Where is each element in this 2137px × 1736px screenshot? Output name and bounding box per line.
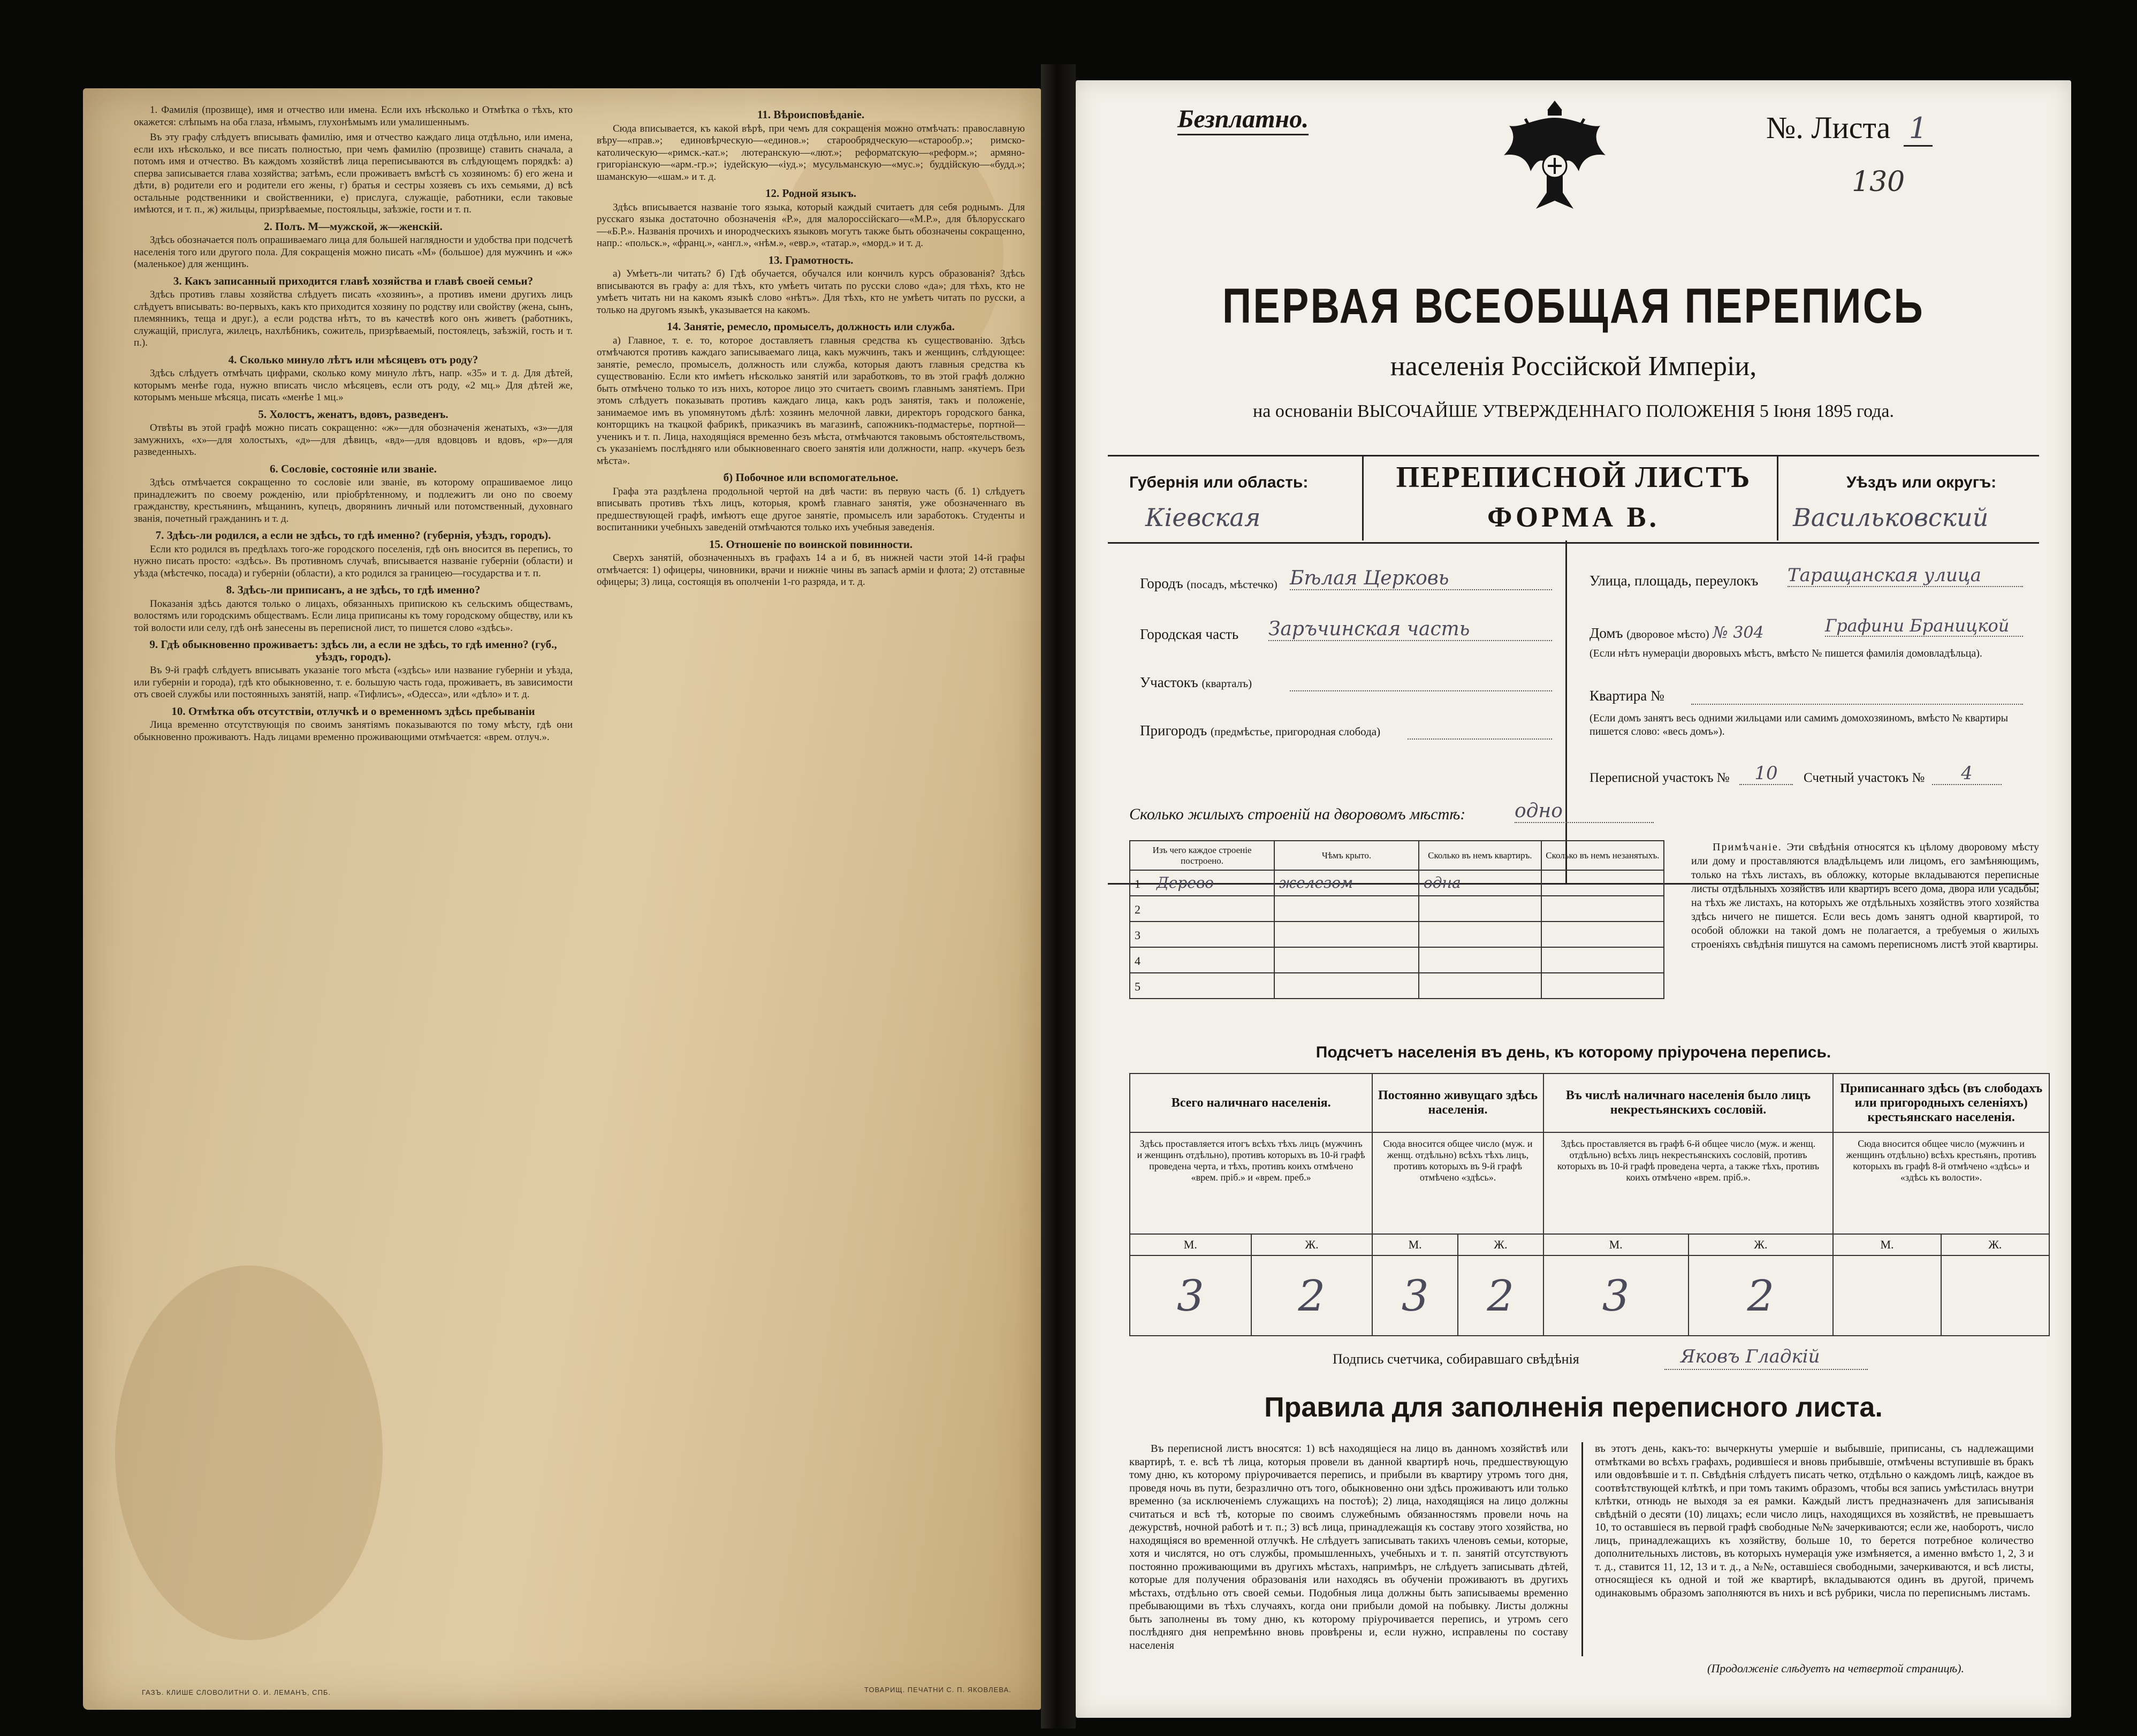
printer-imprint-left: ГАЗЪ. КЛИШЕ СЛОВОЛИТНИ О. И. ЛЕМАНЪ, СПБ. (142, 1688, 331, 1696)
instruction-heading: 6. Сословіе, состояніе или званіе. (270, 462, 437, 475)
census-title: ПЕРВАЯ ВСЕОБЩАЯ ПЕРЕПИСЬ (1222, 279, 1925, 333)
buildings-row (1130, 922, 1664, 947)
population-count-value (1941, 1255, 2049, 1336)
printer-imprint-right: ТОВАРИЩ. ПЕЧАТНИ С. П. ЯКОВЛЕВА. (864, 1686, 1012, 1694)
buildings-header-vacant: Сколько въ немъ незанятыхъ. (1541, 841, 1664, 870)
instruction-heading: 11. Вѣроисповѣданіе. (757, 108, 865, 121)
town-value: Бѣлая Церковь (1290, 567, 1552, 590)
province-value: Кіевская (1145, 503, 1261, 532)
population-count-value: 2 (1251, 1255, 1373, 1336)
form-type-line2: ФОРМА В. (1487, 501, 1660, 533)
enumerator-signature-value: Яковъ Гладкій (1680, 1346, 1820, 1367)
population-count-value: 3 (1543, 1255, 1689, 1336)
instruction-heading: 4. Сколько минуло лѣтъ или мѣсяцевъ отъ роду? (228, 353, 478, 366)
building-cell-material: Дерево (1157, 874, 1214, 892)
female-column-label: Ж. (1689, 1234, 1834, 1255)
census-section-value: 10 (1739, 763, 1793, 785)
instruction-heading: 10. Отмѣтка объ отсутствіи, отлучкѣ и о временномъ здѣсь пребываніи (171, 704, 535, 718)
sheet-number-row (1766, 110, 1933, 146)
house-field: Домъ (дворовое мѣсто) № 304 (1590, 623, 1764, 642)
buildings-question: Сколько жилыхъ строеній на дворовомъ мѣстѣ: (1129, 805, 1466, 823)
count-header-peasant: Приписаннаго здѣсь (въ слободахъ или пригородныхъ селеніяхъ) крестьянскаго населенія. (1833, 1073, 2049, 1132)
province-label: Губернія или область: (1129, 474, 1309, 491)
sheet-number-label: №. Листа (1766, 110, 1891, 145)
city-part-value: Заръчинская часть (1268, 618, 1552, 641)
female-column-label: Ж. (1458, 1234, 1543, 1255)
buildings-row (1130, 896, 1664, 922)
instruction-heading: 14. Занятіе, ремесло, промыселъ, должность или служба. (667, 320, 955, 333)
right-page-census-form (1076, 80, 2071, 1718)
instruction-heading: 7. Здѣсь-ли родился, а если не здѣсь, то гдѣ именно? (губернія, уѣздъ, городъ). (155, 529, 551, 542)
instructions-column-right (597, 104, 1025, 1667)
counting-section-value: 4 (1932, 763, 2002, 785)
female-column-label: Ж. (1251, 1234, 1373, 1255)
census-section-label: Переписной участокъ № (1590, 771, 1730, 785)
city-part-label: Городская часть (1140, 626, 1239, 642)
instruction-paragraph: Если кто родился въ предѣлахъ того-же городского поселенія, гдѣ онъ вносится въ перепись, то нужно писать просто: «здѣсь». Въ противномъ случаѣ, вписывается названіе губерніи (области) и уѣзда (мѣстечко, посада) и губерніи (области), а кто родился за границею—государства и т. п. (134, 543, 573, 579)
male-column-label: М. (1130, 1234, 1251, 1255)
house-owner-value: Графини Браницкой (1825, 615, 2023, 637)
buildings-header-apartments: Сколько въ немъ квартиръ. (1419, 841, 1541, 870)
buildings-row (1130, 973, 1664, 999)
instruction-heading: 12. Родной языкъ. (765, 187, 857, 200)
instruction-heading: 13. Грамотность. (768, 253, 854, 267)
rules-continuation: (Продолженіе слѣдуетъ на четвертой страницѣ). (1707, 1662, 1964, 1675)
row-number: 2 (1135, 903, 1140, 916)
count-note-present: Здѣсь проставляется итогъ всѣхъ тѣхъ лицъ (мужчинъ и женщинъ отдѣльно), противъ которыхъ въ 10-й графѣ проведена черта, и тѣхъ, противъ коихъ отмѣчено «врем. пріб.» и «врем. преб.» (1130, 1132, 1372, 1234)
female-column-label: Ж. (1941, 1234, 2049, 1255)
archive-number: 130 (1852, 166, 1905, 198)
section-field: Участокъ (кварталъ) (1140, 674, 1252, 690)
district-value: Васильковский (1793, 503, 1989, 532)
book-spine (1041, 64, 1076, 1729)
instruction-paragraph: Здѣсь отмѣчается сокращенно то сословіе или званіе, въ которому опрашиваемое лицо принадлежитъ по своему рожденію, или пріобрѣтенному, и подлежитъ ли оно по своему гражданству, крестьянинъ, мѣщанинъ, купецъ, дворянинъ личный или потомственный, духовнаго званія, почетный гражданинъ и т. д. (134, 477, 573, 524)
row-number: 4 (1135, 954, 1140, 968)
instruction-heading: 8. Здѣсь-ли приписанъ, а не здѣсь, то гдѣ именно? (226, 583, 481, 596)
count-header-present: Всего наличнаго населенія. (1130, 1073, 1372, 1132)
buildings-header-roof: Чѣмъ крыто. (1274, 841, 1419, 870)
instruction-paragraph: Графа эта раздѣлена продольной чертой на двѣ части: въ первую часть (б. 1) слѣдуетъ вписывать противъ тѣхъ лицъ, которыя, кромѣ главнаго занятія, уже обозначеннаго въ предшествующей графѣ, имѣютъ еще другое занятіе, промыселъ или заработокъ. Студенты и воспитанники учебныхъ заведеній отмѣчаются только ихъ учебныя заведенія. (597, 485, 1025, 533)
count-note-non-peasant: Здѣсь проставляется въ графѣ 6-й общее число (муж. и женщ. отдѣльно) всѣхъ лицъ некрестьянскихъ сословій, противъ которыхъ въ 10-й графѣ проведена черта, а также тѣхъ, противъ коихъ отмѣчено «врем. пріб.». (1543, 1132, 1834, 1234)
population-count-title: Подсчетъ населенія въ день, къ которому пріурочена перепись. (1315, 1044, 1831, 1061)
instruction-heading: 9. Гдѣ обыкновенно проживаетъ: здѣсь ли, а если не здѣсь, то гдѣ именно? (губ., уѣздъ, городъ). (149, 638, 557, 663)
buildings-note: Примѣчаніе. Эти свѣдѣнія относятся къ цѣлому дворовому мѣсту или дому и проставляются владѣльцемъ или лицомъ, его замѣняющимъ, только на тѣхъ листахъ, въ обложку, которые вкладываются переписные листы отдѣльныхъ хозяйствъ или квартиръ всего дома, двора или усадьбы; на тѣхъ же листахъ, на которыхъ же отдѣльныхъ хозяйствъ этого хозяйства здѣсь ничего не пишется. Если весь домъ занятъ одной квартирой, то особой обложки на такой домъ не полагается, а требуемыя о жилыхъ строеніяхъ свѣдѣнія пишутся на самомъ переписномъ листѣ этой квартиры. (1691, 841, 2039, 950)
rules-column-left: Въ переписной листъ вносятся: 1) всѣ находящіеся на лицо въ данномъ хозяйствѣ или квартирѣ, т. е. всѣ тѣ лица, которыя провели въ данной квартирѣ ночь, предшествующую тому дню, къ которому пріурочивается перепись, и прибыли въ квартиру утромъ того дня, проведя ночь въ пути, безразлично отъ того, обыкновенно они здѣсь проживаютъ или только временно (за исключеніемъ служащихъ на постоѣ); 2) лица, находящіяся на лицо должны считаться и всѣ тѣ, которые по своимъ служебнымъ обязанностямъ провели ночь на дежурствѣ, ночной работѣ и т. п.; 3) всѣ лица, принадлежащія къ составу этого хозяйства, но находящіяся во временной отлучкѣ. Не слѣдуетъ записывать такихъ членовъ семьи, которые, хотя и числятся, но отъ службы, промышленныхъ, учебныхъ и т. п. занятій отсутствуютъ постоянно проживающими въ другихъ мѣстахъ, напримѣръ, не слѣдуетъ записывать дѣтей, которые для получения образованія или находясь въ обученіи проживаютъ въ другихъ мѣстахъ, отдѣльно отъ своей семьи. Подобныя лица должны быть записываемы временно пребывающими въ тѣхъ случаяхъ, когда они прибыли домой на побывку. Листы должны быть заполнены въ тому дню, къ которому пріурочивается перепись, и утромъ сего послѣдняго дня непремѣнно вновь провѣрены и, если нужно, исправлены по составу населенія (1129, 1443, 1568, 1651)
apartment-note: (Если домъ занятъ весь одними жильцами или самимъ домохозяиномъ, вмѣсто № квартиры пишется слово: «весь домъ»). (1590, 712, 2009, 737)
buildings-header-material: Изъ чего каждое строеніе построено. (1130, 841, 1274, 870)
buildings-row (1130, 870, 1664, 896)
house-note: (Если нѣтъ нумераціи дворовыхъ мѣстъ, вмѣсто № пишется фамилія домовладѣльца). (1590, 648, 1982, 659)
buildings-answer: одно (1515, 800, 1654, 823)
buildings-table (1129, 840, 1664, 999)
instruction-paragraph: Здѣсь слѣдуетъ отмѣчать цифрами, сколько кому минуло лѣтъ, напр. «35» и т. д. Для дѣтей, которымъ менѣе года, нужно вписать число мѣсяцевъ, если отъ роду, «2 мц.» Для дѣтей же, которымъ меньше мѣсяца, писать «менѣе 1 мц.» (134, 368, 573, 403)
population-count-value (1833, 1255, 1941, 1336)
instruction-heading: 5. Холостъ, женатъ, вдовъ, разведенъ. (258, 407, 448, 421)
instruction-paragraph: а) Умѣетъ-ли читать? б) Гдѣ обучается, обучался или кончилъ курсъ образованія? Здѣсь вписываются въ графу а: для тѣхъ, кто умѣетъ читать по русски слово «да»; для тѣхъ, кто не умѣетъ читать ни на какомъ языкѣ слово «нѣтъ». Для тѣхъ, кто не умѣетъ читать по русски, а только на другомъ языкѣ, указывается на какомъ. (597, 268, 1025, 316)
instruction-paragraph: Здѣсь противъ главы хозяйства слѣдуетъ писать «хозяинъ», а противъ имени другихъ лицъ слѣдуетъ вписывать: во-первыхъ, какъ кто приходится хозяину по родству или свойству (жена, сынъ, племянникъ, теща и друг.), а если родства нѣтъ, то въ качествѣ кого онъ живетъ (работникъ, служащій, прислуга, жилецъ, нахлѣбникъ, сожитель, призрѣваемый, постоялецъ, заѣзжій, гость и т. п.). (134, 289, 573, 348)
instruction-heading: 2. Полъ. М—мужской, ж—женскій. (264, 219, 443, 233)
counting-section-label: Счетный участокъ № (1804, 771, 1925, 785)
count-header-non-peasant: Въ числѣ наличнаго населенія было лицъ некрестьянскихъ сословій. (1543, 1073, 1834, 1132)
form-type-line1: ПЕРЕПИСНОЙ ЛИСТЪ (1396, 461, 1751, 494)
rules-title: Правила для заполненія переписного листа. (1264, 1392, 1883, 1423)
instruction-paragraph: 1. Фамилія (прозвище), имя и отчество или имена. Если ихъ нѣсколько и Отмѣтка о тѣхъ, кто окажется: слѣпымъ на оба глаза, нѣмымъ, глухонѣмымъ или умалишеннымъ. (134, 104, 573, 128)
town-field: Городъ (посадъ, мѣстечко) (1140, 575, 1277, 591)
instruction-paragraph: Въ эту графу слѣдуетъ вписывать фамилію, имя и отчество каждаго лица отдѣльно, или имена, если ихъ нѣсколько, и все писать полностью, при чемъ фамилію (прозвище) ставить сначала, а потомъ имя и отчество. Въ каждомъ хозяйствѣ лица переписываются въ слѣдующемъ порядкѣ: а) сперва записывается глава хозяйства; затѣмъ, если проживаетъ вмѣстѣ съ хозяиномъ: б) его жена и дѣти, в) родители его и родители его жены, г) братья и сестры хозяевъ съ ихъ семьями, д) всѣ остальные родственники и свойственники, е) прислуга, служащіе, работники, если таковые имѣются, и т. п., ж) жильцы, призрѣваемые, постояльцы, заѣзжіе, гости и т. п. (134, 132, 573, 215)
instruction-heading: 15. Отношеніе по воинской повинности. (709, 537, 913, 551)
male-column-label: М. (1833, 1234, 1941, 1255)
street-value: Таращанская улица (1788, 565, 2023, 587)
sheet-number-value: 1 (1904, 111, 1933, 147)
population-count-value: 2 (1458, 1255, 1543, 1336)
instruction-heading: б) Побочное или вспомогательное. (723, 471, 899, 484)
imperial-eagle-emblem (1499, 96, 1611, 219)
suburb-field: Пригородъ (предмѣстье, пригородная слобода) (1140, 722, 1381, 738)
instruction-paragraph: а) Главное, т. е. то, которое доставляетъ главныя средства къ существованію. Здѣсь отмѣчаются противъ каждаго записываемаго лица, какъ мужчинъ, такъ и женщинъ, слѣдующее: занятіе, ремесло, промыселъ, должность или служба, которыя даютъ главныя средства къ существованію. Если кто имѣетъ нѣсколько занятій или заработковъ, то въ этой графѣ должно быть отмѣчено только то изъ нихъ, которое лицо это считаетъ своимъ главнымъ занятіемъ. При этомъ слѣдуетъ показывать противъ каждаго лица, какъ родъ занятія, такъ и положеніе, занимаемое имъ въ упомянутомъ дѣлѣ: хозяинъ мелочной лавки, директоръ городского банка, конторщикъ на ткацкой фабрикѣ, приказчикъ въ магазинѣ, сапожникъ-подмастерье, портной—ученикъ и т. п. Лица, находящіяся временно безъ мѣста, отмѣчаются таковымъ обстоятельствомъ, съ указаніемъ послѣдняго или обыкновеннаго своего занятія или должности, напр. «кучеръ безъ мѣста». (597, 334, 1025, 467)
instruction-paragraph: Показанія здѣсь даются только о лицахъ, обязанныхъ припискою къ сельскимъ обществамъ, волостямъ или городскимъ обществамъ. Если лица приписаны къ тому городскому обществу, или къ той волости или селу, гдѣ онѣ занесены въ переписной лист, то пишется слово «здѣсь». (134, 598, 573, 634)
street-label: Улица, площадь, переулокъ (1590, 573, 1759, 589)
count-header-permanent: Постоянно живущаго здѣсь населенія. (1372, 1073, 1543, 1132)
building-cell-roof: железом (1279, 874, 1353, 892)
buildings-row (1130, 947, 1664, 973)
row-number: 1 (1135, 877, 1140, 890)
instruction-heading: 3. Какъ записанный приходится главѣ хозяйства и главѣ своей семьи? (173, 274, 534, 287)
count-note-permanent: Сюда вносится общее число (муж. и женщ. отдѣльно) всѣхъ тѣхъ лицъ, противъ которыхъ въ 9-й графѣ отмѣчено «здѣсь». (1372, 1132, 1543, 1234)
rules-column-right: въ этотъ день, какъ-то: вычеркнуты умершіе и выбывшіе, приписаны, съ надлежащими отмѣтками во всѣхъ графахъ, родившіеся и вновь прибывшіе, отмѣчены вступившіе въ бракъ или овдовѣвшіе и т. п. Свѣдѣнія слѣдуетъ писать четко, отдѣльно о каждомъ лицѣ, каждое въ соотвѣтствующей клѣткѣ, и при томъ такимъ образомъ, чтобы вся запись умѣстилась внутри клѣтки, отнюдь не выходя за ея рамки. Каждый листъ предназначенъ для записыванія свѣдѣній о десяти (10) лицахъ; если число лицъ, находящихся въ хозяйствѣ, не превышаетъ 10, то оставшіеся въ первой графѣ свободные №№ зачеркиваются; если же, наоборотъ, число лицъ, принадлежащихъ къ хозяйству, больше 10, то берется потребное количество дополнительныхъ листовъ, въ которыхъ нумерація уже измѣняется, а именно вмѣсто 1, 2, 3 и т. д., ставится 11, 12, 13 и т. д., а №№, оставшіеся свободными, зачеркиваются, и всѣ листы, относящіеся къ одной и той же квартирѣ, вкладываются одинъ въ другой, причемъ одинаковымъ образомъ заполняются въ нихъ и всѣ рубрики, числа по переписнымъ листамъ. (1595, 1443, 2034, 1599)
male-column-label: М. (1372, 1234, 1458, 1255)
instruction-paragraph: Здѣсь обозначается полъ опрашиваемаго лица для большей наглядности и удобства при подсчетѣ населенія того или другого пола. Для сокращенія можно писать «М» (большое) для мужчинъ и «ж» (маленькое) для женщинъ. (134, 234, 573, 270)
district-label: Уѣздъ или округъ: (1846, 474, 1997, 491)
instruction-paragraph: Сверхъ занятій, обозначенныхъ въ графахъ 14 а и б, въ нижней части этой 14-й графы отмѣчается: 1) офицеры, чиновники, врачи и нижніе чины въ запасѣ арміи и флота; 2) отставные офицеры; 3) лица, состоящія въ ополченіи 1-го разряда, и т. д. (597, 552, 1025, 588)
population-count-value: 3 (1130, 1255, 1251, 1336)
instruction-paragraph: Въ 9-й графѣ слѣдуетъ вписывать указаніе того мѣста («здѣсь» или название губерніи и уѣзда, или губерніи и города), гдѣ кто обыкновенно, т. е. большую часть года, проживаетъ, въ зависимости отъ своей службы или постоянныхъ занятій, напр. «Тифлисъ», «Одесса», или «дѣло» и т. д. (134, 665, 573, 700)
census-legal-basis: на основаніи ВЫСОЧАЙШЕ УТВЕРЖДЕННАГО ПОЛОЖЕНІЯ 5 Іюня 1895 года. (1253, 401, 1894, 421)
instructions-column-left (134, 104, 573, 1667)
male-column-label: М. (1543, 1234, 1689, 1255)
population-count-table (1129, 1073, 2050, 1336)
building-cell-apts: одна (1423, 874, 1461, 892)
row-number: 5 (1135, 980, 1140, 993)
instruction-paragraph: Сюда вписывается, къ какой вѣрѣ, при чемъ для сокращенія можно отмѣчать: православную вѣру—«прав.»; единовѣрческую—«единов.»; старообрядческую—«старообр.»; римско-католическую—«римск.-кат.»; лютеранскую—«лют.»; реформатскую—«реформ.»; армяно-григоріанскую—«арм.-гр.»; іудейскую—«іуд.»; мусульманскую—«мус.»; буддійскую—«будд.»; шаманскую—«шам.» и т. д. (597, 123, 1025, 182)
population-count-value: 3 (1372, 1255, 1458, 1336)
census-subtitle: населенія Россійской Имперіи, (1390, 351, 1757, 382)
address-left-block (1108, 540, 1567, 883)
free-label: Безплатно. (1177, 104, 1309, 135)
instruction-paragraph: Отвѣты въ этой графѣ можно писать сокращенно: «ж»—для обозначенія женатыхъ, «з»—для замужнихъ, «х»—для холостыхъ, «д»—для дѣвицъ, «вд»—для вдовцовъ и вдовъ, «р»—для разведенныхъ. (134, 422, 573, 458)
enumerator-signature-label: Подпись счетчика, собиравшаго свѣдѣнія (1333, 1351, 1579, 1367)
apartment-label: Квартира № (1590, 688, 1664, 704)
left-page-instructions (83, 88, 1041, 1710)
population-count-value: 2 (1689, 1255, 1834, 1336)
instruction-paragraph: Здѣсь вписывается названіе того языка, который каждый считаетъ для себя роднымъ. Для русскаго языка достаточно обозначенія «Р.», для малороссійскаго—«М.Р.», для бѣлорусскаго—«Б.Р.». Названія прочихъ и инородческихъ языковъ могутъ также быть обозначены сокращенно, напр.: «польск.», «франц.», «англ.», «нѣм.», «евр.», «татар.», «морд.» и т. д. (597, 201, 1025, 249)
row-number: 3 (1135, 928, 1140, 942)
count-note-peasant: Сюда вносится общее число (мужчинъ и женщинъ отдѣльно) всѣхъ крестьянъ, противъ которыхъ въ графѣ 8-й отмѣчено «здѣсь» и «здѣсь къ волости». (1833, 1132, 2049, 1234)
instruction-paragraph: Лица временно отсутствующія по своимъ занятіямъ показываются по тому мѣсту, гдѣ они обыкновенно проживаютъ. Надъ лицами временно проживающими отмѣчается: «врем. отлуч.». (134, 719, 573, 743)
